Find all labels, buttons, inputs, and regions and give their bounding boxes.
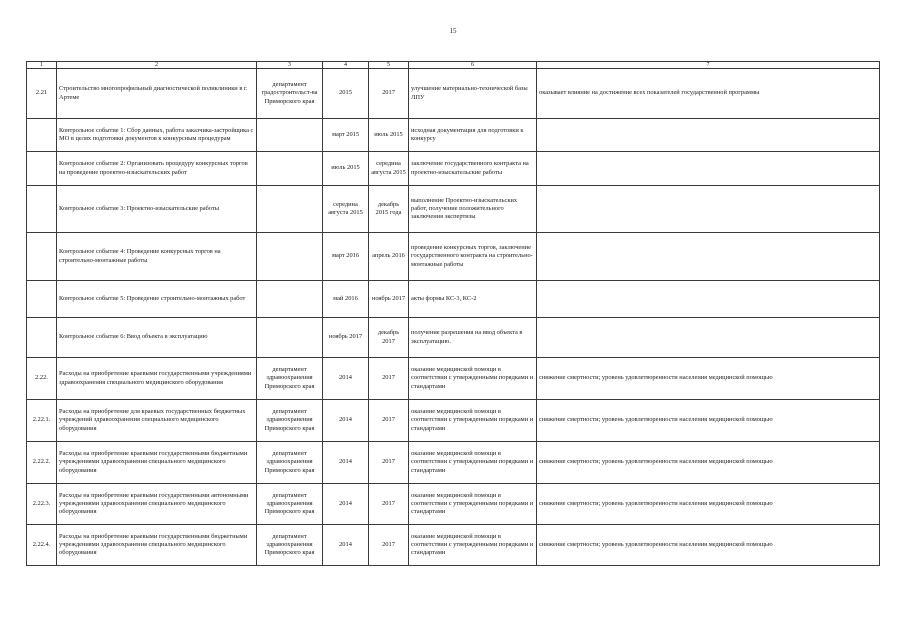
item-result: акты формы КС-3, КС-2 (409, 281, 537, 318)
item-start: 2015 (323, 69, 369, 119)
item-end: 2017 (369, 484, 409, 525)
activities-table (26, 61, 880, 566)
item-number (27, 281, 57, 318)
item-start: 2014 (323, 442, 369, 484)
column-number-row (27, 62, 880, 69)
item-start: ноябрь 2017 (323, 318, 369, 358)
item-end: 2017 (369, 400, 409, 442)
item-executor: департамент градостроительст-ва Приморского края (257, 69, 323, 119)
item-end: декабрь 2015 года (369, 186, 409, 233)
item-name: Расходы на приобретение краевыми государственными бюджетными учреждениями здравоохранения специального медицинского оборудования (57, 525, 257, 566)
item-name: Контрольное событие 1: Сбор данных, работа заказчика-застройщика с МО в целях подготовки документов к конкурсным процедурам (57, 119, 257, 152)
item-start: 2014 (323, 400, 369, 442)
item-start: март 2015 (323, 119, 369, 152)
page-number: 15 (449, 27, 457, 35)
item-result: оказание медицинской помощи в соответствии с утвержденными порядками и стандартами (409, 442, 537, 484)
table-row (27, 484, 880, 525)
item-link (537, 281, 880, 318)
item-result: оказание медицинской помощи в соответствии с утвержденными порядками и стандартами (409, 484, 537, 525)
item-number (27, 152, 57, 186)
item-end: середина августа 2015 (369, 152, 409, 186)
column-number: 1 (27, 62, 57, 69)
item-number (27, 186, 57, 233)
item-result: оказание медицинской помощи в соответствии с утвержденными порядками и стандартами (409, 358, 537, 400)
item-name: Контрольное событие 3: Проектно-изыскательские работы (57, 186, 257, 233)
item-start: май 2016 (323, 281, 369, 318)
item-end: 2017 (369, 358, 409, 400)
column-number: 3 (257, 62, 323, 69)
item-number (27, 119, 57, 152)
item-name: Контрольное событие 6: Ввод объекта в эксплуатацию (57, 318, 257, 358)
table-row (27, 525, 880, 566)
item-result: оказание медицинской помощи в соответствии с утвержденными порядками и стандартами (409, 400, 537, 442)
item-executor: департамент здравоохранения Приморского края (257, 400, 323, 442)
item-link (537, 119, 880, 152)
item-link: оказывает влияние на достижение всех показателей государственной программы (537, 69, 880, 119)
item-result: оказание медицинской помощи в соответствии с утвержденными порядками и стандартами (409, 525, 537, 566)
column-number: 4 (323, 62, 369, 69)
item-end: 2017 (369, 69, 409, 119)
item-end: ноябрь 2017 (369, 281, 409, 318)
table-row (27, 119, 880, 152)
item-name: Контрольное событие 2: Организовать процедуру конкурсных торгов на проведение проектно-изыскательских работ (57, 152, 257, 186)
item-number: 2.21 (27, 69, 57, 119)
item-start: середина августа 2015 (323, 186, 369, 233)
item-number: 2.22. (27, 358, 57, 400)
item-link: снижение смертности; уровень удовлетворенности населения медицинской помощью (537, 484, 880, 525)
item-end: 2017 (369, 525, 409, 566)
item-end: апрель 2016 (369, 233, 409, 281)
item-executor (257, 152, 323, 186)
item-executor (257, 119, 323, 152)
item-result: улучшение материально-технической базы ЛПУ (409, 69, 537, 119)
item-name: Контрольное событие 5: Проведение строительно-монтажных работ (57, 281, 257, 318)
item-link: снижение смертности; уровень удовлетворенности населения медицинской помощью (537, 442, 880, 484)
item-result: исходная документация для подготовки к конкурсу (409, 119, 537, 152)
item-start: июль 2015 (323, 152, 369, 186)
item-number: 2.22.3. (27, 484, 57, 525)
table-row (27, 281, 880, 318)
item-number: 2.22.2. (27, 442, 57, 484)
item-start: 2014 (323, 525, 369, 566)
table-row (27, 69, 880, 119)
column-number: 5 (369, 62, 409, 69)
table-row (27, 318, 880, 358)
item-executor: департамент здравоохранения Приморского края (257, 484, 323, 525)
item-end: декабрь 2017 (369, 318, 409, 358)
item-executor (257, 233, 323, 281)
item-link: снижение смертности; уровень удовлетворенности населения медицинской помощью (537, 525, 880, 566)
item-result: выполнение Проектно-изыскательских работ, получение положительного заключения экспертизы (409, 186, 537, 233)
item-start: 2014 (323, 484, 369, 525)
item-number: 2.22.1. (27, 400, 57, 442)
table-row (27, 233, 880, 281)
item-link (537, 152, 880, 186)
item-link: снижение смертности; уровень удовлетворенности населения медицинской помощью (537, 358, 880, 400)
table-row (27, 186, 880, 233)
item-link (537, 233, 880, 281)
item-number (27, 318, 57, 358)
item-executor (257, 186, 323, 233)
item-name: Расходы на приобретение краевыми государственными учреждениями здравоохранения специального медицинского оборудования (57, 358, 257, 400)
item-result: проведение конкурсных торгов, заключение государственного контракта на строительно-монтажные работы (409, 233, 537, 281)
item-link (537, 186, 880, 233)
column-number: 2 (57, 62, 257, 69)
item-executor: департамент здравоохранения Приморского края (257, 358, 323, 400)
item-executor: департамент здравоохранения Приморского края (257, 442, 323, 484)
table-row (27, 358, 880, 400)
column-number: 6 (409, 62, 537, 69)
item-number: 2.22.4. (27, 525, 57, 566)
item-end: 2017 (369, 442, 409, 484)
item-name: Расходы на приобретение для краевых государственных бюджетных учреждений здравоохранения специального медицинского оборудования (57, 400, 257, 442)
table-row (27, 442, 880, 484)
item-end: июль 2015 (369, 119, 409, 152)
table-row (27, 400, 880, 442)
item-name: Расходы на приобретение краевыми государственными автономными учреждениями здравоохранения специального медицинского оборудования (57, 484, 257, 525)
item-start: 2014 (323, 358, 369, 400)
table-row (27, 152, 880, 186)
item-name: Расходы на приобретение краевыми государственными бюджетными учреждениями здравоохранения специального медицинского оборудования (57, 442, 257, 484)
item-executor (257, 281, 323, 318)
item-result: заключение государственного контракта на проектно-изыскательские работы (409, 152, 537, 186)
item-executor: департамент здравоохранения Приморского края (257, 525, 323, 566)
item-executor (257, 318, 323, 358)
item-result: получение разрешения на ввод объекта в эксплуатацию. (409, 318, 537, 358)
item-name: Строительство многопрофильный диагностической поликлиники в г. Артеме (57, 69, 257, 119)
item-name: Контрольное событие 4: Проведение конкурсных торгов на строительно-монтажные работы (57, 233, 257, 281)
column-number: 7 (537, 62, 880, 69)
item-link (537, 318, 880, 358)
item-number (27, 233, 57, 281)
item-start: март 2016 (323, 233, 369, 281)
item-link: снижение смертности; уровень удовлетворенности населения медицинской помощью (537, 400, 880, 442)
